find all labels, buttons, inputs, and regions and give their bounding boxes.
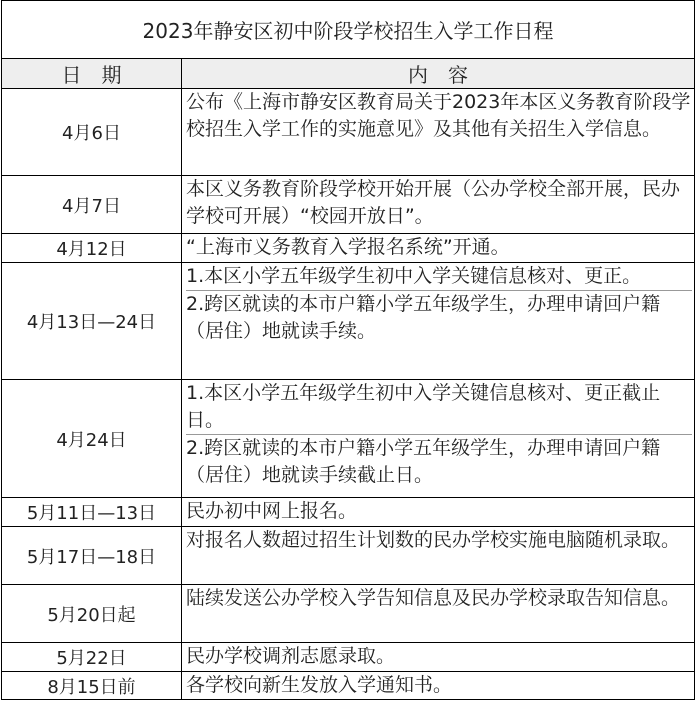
table-row bbox=[2, 672, 695, 700]
table-row bbox=[2, 176, 695, 234]
content-item: “上海市义务教育入学报名系统”开通。 bbox=[186, 236, 510, 258]
content-item: 各学校向新生发放入学通知书。 bbox=[186, 674, 453, 696]
row-content bbox=[182, 585, 695, 643]
row-date: 5月11日—13日 bbox=[2, 498, 182, 527]
table-row bbox=[2, 527, 695, 585]
table-row bbox=[2, 498, 695, 527]
row-content bbox=[182, 527, 695, 585]
content-item: 民办学校调剂志愿录取。 bbox=[186, 645, 396, 667]
table-row bbox=[2, 380, 695, 498]
row-date: 8月15日前 bbox=[2, 672, 182, 700]
table-row bbox=[2, 643, 695, 672]
content-item: 1.本区小学五年级学生初中入学关键信息核对、更正截止日。 bbox=[186, 380, 692, 435]
row-content bbox=[182, 672, 695, 700]
row-date: 4月13日—24日 bbox=[2, 263, 182, 380]
row-date: 4月12日 bbox=[2, 234, 182, 263]
content-item: 民办初中网上报名。 bbox=[186, 500, 358, 522]
document-title: 2023年静安区初中阶段学校招生入学工作日程 bbox=[2, 1, 695, 59]
content-item: 陆续发送公办学校入学告知信息及民办学校录取告知信息。 bbox=[186, 587, 681, 609]
row-content bbox=[182, 89, 695, 176]
content-item: 1.本区小学五年级学生初中入学关键信息核对、更正。 bbox=[186, 263, 692, 291]
row-content bbox=[182, 380, 695, 498]
content-column-header: 内 容 bbox=[182, 59, 695, 89]
schedule-table bbox=[1, 0, 695, 700]
content-item: 对报名人数超过招生计划数的民办学校实施电脑随机录取。 bbox=[186, 529, 681, 551]
table-row bbox=[2, 585, 695, 643]
row-date: 5月20日起 bbox=[2, 585, 182, 643]
content-item: 本区义务教育阶段学校开始开展（公办学校全部开展，民办学校可开展）“校园开放日”。 bbox=[186, 178, 681, 227]
row-date: 4月7日 bbox=[2, 176, 182, 234]
row-content bbox=[182, 176, 695, 234]
row-content bbox=[182, 234, 695, 263]
row-date: 5月17日—18日 bbox=[2, 527, 182, 585]
row-content bbox=[182, 498, 695, 527]
title-row bbox=[2, 1, 695, 59]
header-row bbox=[2, 59, 695, 89]
table-row bbox=[2, 263, 695, 380]
date-column-header: 日 期 bbox=[2, 59, 182, 89]
row-date: 4月6日 bbox=[2, 89, 182, 176]
content-item: 公布《上海市静安区教育局关于2023年本区义务教育阶段学校招生入学工作的实施意见》及其他有关招生入学信息。 bbox=[186, 91, 691, 140]
row-content bbox=[182, 643, 695, 672]
row-date: 4月24日 bbox=[2, 380, 182, 498]
table-row bbox=[2, 89, 695, 176]
row-date: 5月22日 bbox=[2, 643, 182, 672]
table-row bbox=[2, 234, 695, 263]
content-item: 2.跨区就读的本市户籍小学五年级学生，办理申请回户籍（居住）地就读手续。 bbox=[186, 293, 661, 342]
row-content bbox=[182, 263, 695, 380]
content-item: 2.跨区就读的本市户籍小学五年级学生，办理申请回户籍（居住）地就读手续截止日。 bbox=[186, 437, 661, 486]
